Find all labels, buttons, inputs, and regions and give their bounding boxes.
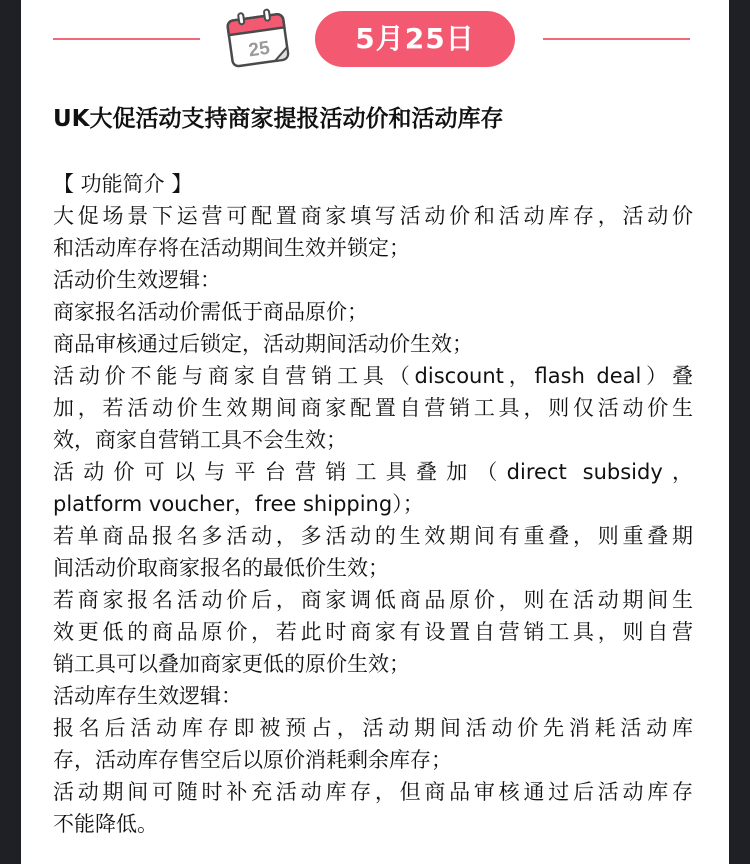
- body-line: 不能降低。: [53, 812, 158, 836]
- divider-right: [543, 38, 690, 40]
- body-line: 效更低的商品原价，若此时商家有设置自营销工具，则自营: [53, 620, 693, 644]
- divider-left: [53, 38, 200, 40]
- body-line: platform voucher，free shipping）；: [53, 492, 424, 516]
- calendar-day: 25: [247, 37, 272, 62]
- article-body: [53, 168, 693, 840]
- body-line: 若单商品报名多活动，多活动的生效期间有重叠，则重叠期: [53, 524, 693, 548]
- body-line: 存，活动库存售空后以原价消耗剩余库存；: [53, 748, 452, 772]
- page-title: UK大促活动支持商家提报活动价和活动库存: [53, 106, 504, 132]
- body-line: 销工具可以叠加商家更低的原价生效；: [53, 652, 410, 676]
- calendar-icon: [224, 7, 294, 71]
- body-line: 报名后活动库存即被预占，活动期间活动价先消耗活动库: [53, 716, 693, 740]
- body-line: 活动价生效逻辑：: [53, 268, 221, 292]
- body-line: 大促场景下运营可配置商家填写活动价和活动库存，活动价: [53, 204, 693, 228]
- body-line: 若商家报名活动价后，商家调低商品原价，则在活动期间生: [53, 588, 693, 612]
- body-line: 商家报名活动价需低于商品原价；: [53, 300, 368, 324]
- body-line: 活动价可以与平台营销工具叠加（direct subsidy，: [53, 460, 693, 484]
- section-heading: 【 功能简介 】: [53, 172, 193, 196]
- body-line: 效，商家自营销工具不会生效；: [53, 428, 347, 452]
- body-line: 活动期间可随时补充活动库存，但商品审核通过后活动库存: [53, 780, 693, 804]
- body-line: 加，若活动价生效期间商家配置自营销工具，则仅活动价生: [53, 396, 693, 420]
- body-line: 商品审核通过后锁定，活动期间活动价生效；: [53, 332, 473, 356]
- body-line: 活动库存生效逻辑：: [53, 684, 242, 708]
- date-badge: 5月25日: [315, 11, 515, 67]
- body-line: 间活动价取商家报名的最低价生效；: [53, 556, 389, 580]
- body-line: 和活动库存将在活动期间生效并锁定；: [53, 236, 410, 260]
- body-line: 活动价不能与商家自营销工具（discount，flash deal）叠: [53, 364, 693, 388]
